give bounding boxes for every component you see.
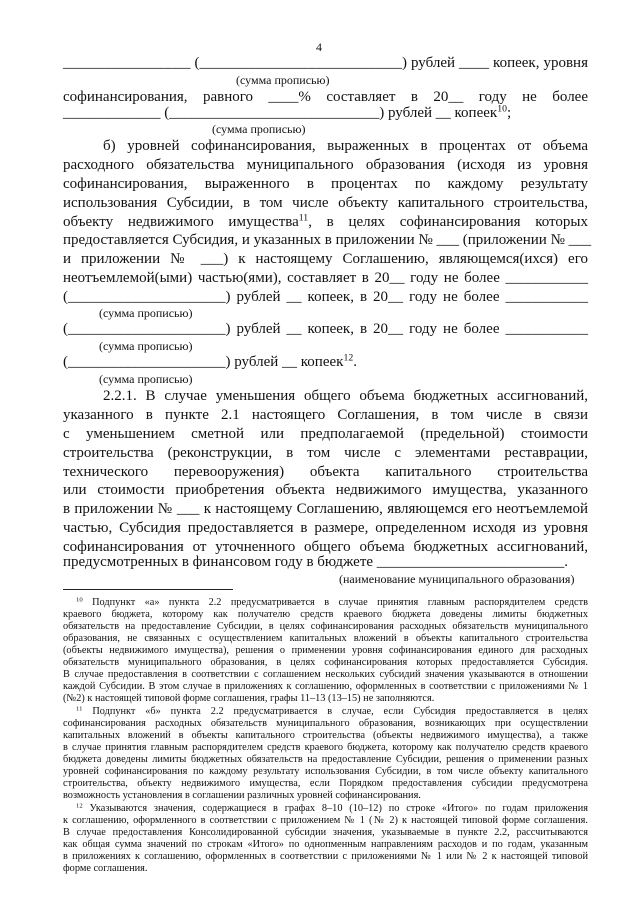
footnote-line: В случае предоставления в соответствии с соглашением нескольких субсидий значения указываются в отношении xyxy=(63,669,588,680)
footnote-line: в случае принятия главным распорядителем средств краевого бюджета, которому как получателю средств краевого xyxy=(63,742,588,753)
text-span: _____________ (____________________________) рублей __ копеек xyxy=(63,105,498,121)
text-line: указанного в пункте 2.1 настоящего Соглашения, в том числе в связи xyxy=(63,407,588,423)
text-line: _____________ (____________________________) рублей __ копеек$^{10}$; xyxy=(63,103,512,121)
footnote-line: (№2) к настоящей типовой форме соглашения, графы 11–13 (13–15) не заполняются. xyxy=(63,693,435,704)
footnote-line: капитальных вложений в объекты капитального строительства (объекты недвижимого имущества), а также xyxy=(63,730,588,741)
footnote-text: Подпункт «б» пункта 2.2 предусматривается в случае, если Субсидия предоставляется в целях xyxy=(92,706,588,717)
text-span: объекту недвижимого имущества xyxy=(63,214,299,230)
footnote-line: уровней софинансирования по каждому результату использования Субсидии, в том числе объекту капитального xyxy=(63,766,588,777)
text-line: (_____________________) рублей __ копеек, в 20__ году не более ___________ xyxy=(63,289,588,305)
footnote-line: обязательств на предоставление Субсидии, в целях софинансирования расходных обязательств муниципального xyxy=(63,621,588,632)
text-span: (_____________________) рублей __ копеек xyxy=(63,354,344,370)
footnote-line: бюджета доведены лимиты бюджетных обязательств на предоставление Субсидии, решения о применении разных xyxy=(63,754,588,765)
text-line xyxy=(63,213,588,231)
text-line: расходного обязательства муниципального образования (исходя из уровня xyxy=(63,157,588,173)
footnote-line: в приложениях к соглашению, оформленных в соответствии с приложениями № 1 или № 2 к настоящей типовой xyxy=(63,851,588,862)
text-line: 2.2.1. В случае уменьшения общего объема бюджетных ассигнований, xyxy=(103,388,588,404)
amount-in-words-caption: (сумма прописью) xyxy=(99,339,193,353)
footnote-ref-10: 10 xyxy=(497,103,507,115)
text-line: софинансирования, равного ____% составляет в 20__ году не более xyxy=(63,89,588,105)
footnote-line: возможность установления в соглашении различных уровней софинансирования. xyxy=(63,790,421,801)
amount-in-words-caption: (сумма прописью) xyxy=(212,122,306,136)
text-line: частью, Субсидия предоставляется в размере, определенном исходя из уровня xyxy=(63,520,588,536)
footnote-line: каждой Субсидии. В этом случае в приложениях к соглашению, оформленных в соответствии с приложениями № 1 xyxy=(63,681,588,692)
text-line: неотъемлемой(ыми) частью(ями), составляет в 20__ году не более ___________ xyxy=(63,270,588,286)
text-line: (_____________________) рублей __ копеек, в 20__ году не более ___________ xyxy=(63,321,588,337)
footnote-text: Указываются значения, содержащиеся в графах 8–10 (10–12) по строке «Итого» по годам приложения xyxy=(89,803,588,814)
footnote-line: краевого бюджета, которому как получателю средств краевого бюджета доведены лимиты бюджетных xyxy=(63,609,588,620)
amount-in-words-caption: (сумма прописью) xyxy=(236,73,330,87)
footnote-separator xyxy=(63,589,233,590)
footnote-line xyxy=(76,706,588,718)
footnote-mark-11: 11 xyxy=(76,705,83,713)
footnote-line: к соглашению, оформленного в соответствии с приложением № 1 (№ 2) к настоящей типовой форме соглашения. xyxy=(63,815,588,826)
text-span: , в целях софинансирования которых xyxy=(308,214,588,230)
footnote-line xyxy=(76,803,588,815)
text-line: _________________ (___________________________) рублей ____ копеек, уровня xyxy=(63,55,588,71)
text-line: софинансирования от уточненного общего объема бюджетных ассигнований, xyxy=(63,539,588,555)
text-line: с уменьшением сметной или предполагаемой (предельной) стоимости xyxy=(63,426,588,442)
footnote-mark-10: 10 xyxy=(76,596,83,604)
text-line: предусмотренных в финансовом году в бюджете _________________________. xyxy=(63,554,569,570)
footnote-line: строительства, объекту недвижимого имущества, если Порядком предоставления субсидии предусмотрена xyxy=(63,778,588,789)
footnote-line: обязательств муниципального образования, в целях софинансирования которых предоставляется Субсидия. xyxy=(63,657,588,668)
text-line: и приложении № ___) к настоящему Соглашению, являющемся(ихся) его xyxy=(63,251,588,267)
amount-in-words-caption: (сумма прописью) xyxy=(99,372,193,386)
footnote-line: форме соглашения. xyxy=(63,863,148,874)
footnote-ref-12: 12 xyxy=(343,352,354,364)
text-line: софинансирования, выраженного в процентах по каждому результату xyxy=(63,176,588,192)
amount-in-words-caption: (сумма прописью) xyxy=(99,306,193,320)
text-line: использования Субсидии, в том числе объекту капитального строительства, xyxy=(63,195,588,211)
text-line: б) уровней софинансирования, выраженных в процентах от объема xyxy=(103,138,588,154)
municipality-name-caption: (наименование муниципального образования) xyxy=(339,572,575,586)
footnote-line xyxy=(76,597,588,609)
text-line: строительства (реконструкции, в том числе с элементами реставрации, xyxy=(63,445,588,461)
footnote-line: как общая сумма значений по строкам «Итого» по однопменным направлениям расходов и по годам, указанным xyxy=(63,839,588,850)
text-line: или стоимости приобретения объекта недвижимого имущества, указанного xyxy=(63,482,588,498)
footnote-ref-11: 11 xyxy=(298,212,309,224)
text-line: (_____________________) рублей __ копеек$^{12}$. xyxy=(63,352,357,370)
footnote-line: образования, не связанных с осуществлением капитальных вложений в объекты капитального строительства xyxy=(63,633,588,644)
text-line: в приложении № ___ к настоящему Соглашению, являющемся его неотъемлемой xyxy=(63,501,588,517)
footnote-line: (объекты недвижимого имущества), решения о применении уровня софинансирования единого для расходных xyxy=(63,645,588,656)
text-line: технического перевооружения) объекта капитального строительства xyxy=(63,464,588,480)
footnote-line: В случае предоставления Консолидированной субсидии значения, указываемые в пункте 2.2, рассчитываются xyxy=(63,827,588,838)
footnote-mark-12: 12 xyxy=(76,802,83,810)
footnote-text: Подпункт «а» пункта 2.2 предусматривается в случае принятия главным распорядителем средств xyxy=(92,597,588,608)
footnote-line: софинансирования расходных обязательств муниципального образования, возникающих при осуществлении xyxy=(63,718,588,729)
page-number: 4 xyxy=(316,40,322,54)
text-line: предоставляется Субсидия, и указанных в приложении № ___ (приложении № ___ xyxy=(63,232,592,248)
